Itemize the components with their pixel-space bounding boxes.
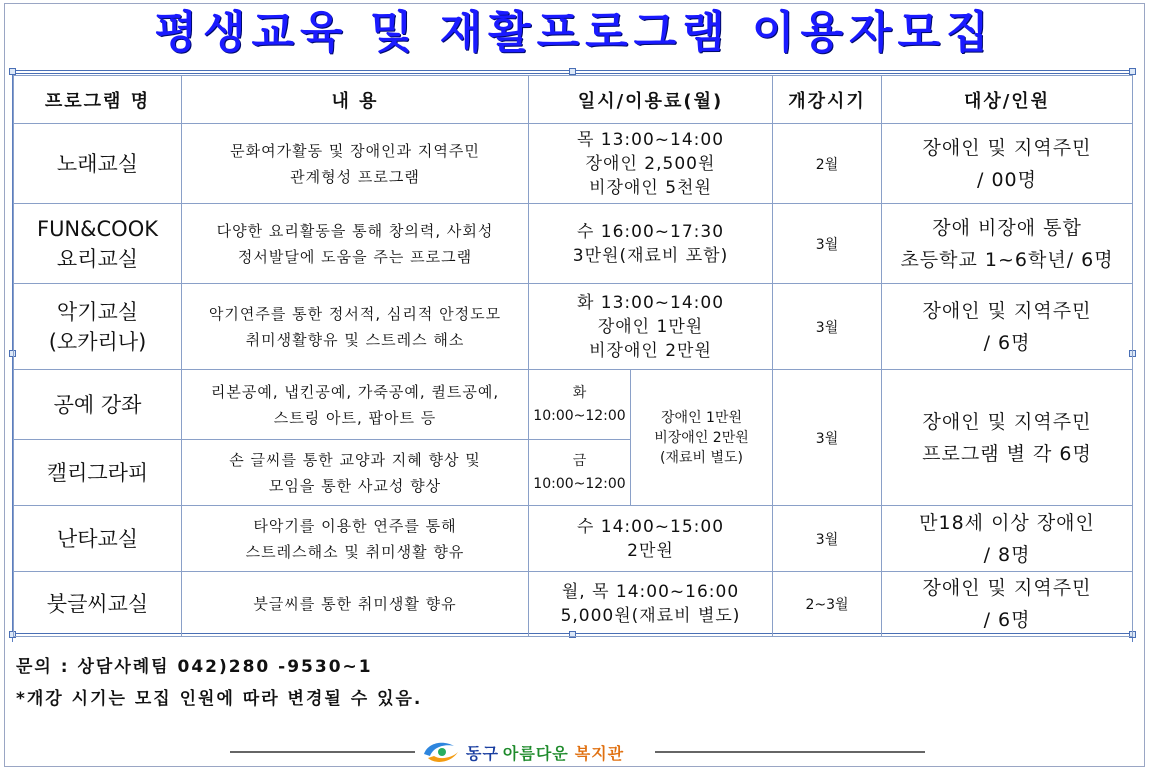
program-name-line: 공예 강좌 <box>53 392 142 417</box>
program-content <box>182 204 529 284</box>
program-name-line: 노래교실 <box>56 151 139 176</box>
logo-mark-icon <box>420 738 462 766</box>
program-name-line: 붓글씨교실 <box>46 592 149 616</box>
content-line: 스트링 아트, 팝아트 등 <box>273 408 437 427</box>
target-line: / 00명 <box>977 168 1037 191</box>
day-line: 화 <box>572 384 587 401</box>
program-content <box>182 440 529 506</box>
program-name-line: FUN&COOK <box>36 216 159 241</box>
program-start: 3월 <box>773 204 882 284</box>
target-line: 장애인 및 지역주민 <box>922 299 1092 322</box>
resize-handle-top-left[interactable] <box>9 68 16 75</box>
program-content <box>182 506 529 572</box>
program-schedule <box>529 204 773 284</box>
schedule-line: 화 13:00~14:00 <box>576 292 725 313</box>
table-row <box>14 572 1133 637</box>
schedule-line: 3만원(재료비 포함) <box>572 245 729 266</box>
schedule-line: 비장애인 5천원 <box>589 177 712 198</box>
program-target <box>882 506 1133 572</box>
program-name-line: (오카리나) <box>48 329 147 354</box>
target-line: 초등학교 1~6학년/ 6명 <box>900 248 1114 271</box>
content-line: 손 글씨를 통한 교양과 지혜 향상 및 <box>229 450 481 469</box>
day-line: 금 <box>572 452 587 469</box>
shared-fee <box>631 370 773 506</box>
program-content <box>182 572 529 637</box>
target-line: / 6명 <box>983 609 1031 631</box>
program-target <box>882 124 1133 204</box>
schedule-line: 5,000원(재료비 별도) <box>560 606 741 626</box>
content-line: 모임을 통한 사교성 향상 <box>268 476 442 495</box>
target-line: / 8명 <box>983 543 1031 566</box>
target-line: 장애인 및 지역주민 <box>922 577 1092 599</box>
resize-handle-top-center[interactable] <box>569 68 576 75</box>
content-line: 취미생활향유 및 스트레스 해소 <box>245 330 465 349</box>
schedule-line: 목 13:00~14:00 <box>576 129 725 150</box>
target-line: 장애 비장애 통합 <box>932 216 1082 239</box>
header-start: 개강시기 <box>773 76 882 124</box>
program-name <box>14 204 182 284</box>
fee-line: (재료비 별도) <box>660 449 743 466</box>
program-schedule <box>529 124 773 204</box>
schedule-line: 장애인 2,500원 <box>585 153 716 174</box>
schedule-line: 2만원 <box>627 540 674 561</box>
program-content <box>182 370 529 440</box>
welfare-center-logo <box>420 737 624 767</box>
table-row <box>14 284 1133 370</box>
schedule-line: 비장애인 2만원 <box>589 340 712 361</box>
content-line: 다양한 요리활동을 통해 창의력, 사회성 <box>216 221 494 240</box>
page-title: 평생교육 및 재활프로그램 이용자모집 <box>154 7 995 58</box>
resize-handle-top-right[interactable] <box>1129 68 1136 75</box>
program-start: 3월 <box>773 506 882 572</box>
day-line: 10:00~12:00 <box>533 475 626 492</box>
program-schedule <box>529 284 773 370</box>
table-row <box>14 204 1133 284</box>
program-name <box>14 284 182 370</box>
program-target <box>882 572 1133 637</box>
shared-target <box>882 370 1133 506</box>
program-table <box>13 75 1133 637</box>
schedule-note: *개강 시기는 모집 인원에 따라 변경될 수 있음. <box>16 689 423 709</box>
fee-line: 장애인 1만원 <box>661 409 742 426</box>
program-name <box>14 440 182 506</box>
target-line: 프로그램 별 각 6명 <box>922 442 1092 465</box>
contact-text: 문의 : 상담사례팀 042)280 -9530~1 <box>16 657 373 677</box>
content-line: 문화여가활동 및 장애인과 지역주민 <box>230 141 480 160</box>
content-line: 악기연주를 통한 정서적, 심리적 안정도모 <box>208 304 502 323</box>
day-line: 10:00~12:00 <box>533 407 626 424</box>
content-line: 정서발달에 도움을 주는 프로그램 <box>237 247 473 266</box>
header-schedule-fee: 일시/이용료(월) <box>529 76 773 124</box>
program-day <box>529 370 631 440</box>
program-name-line: 요리교실 <box>56 246 139 271</box>
shared-start: 3월 <box>773 370 882 506</box>
schedule-line: 수 16:00~17:30 <box>576 221 725 242</box>
program-content <box>182 124 529 204</box>
logo-text-beautiful: 아름다운 <box>502 743 569 763</box>
program-start: 3월 <box>773 284 882 370</box>
table-row <box>14 370 1133 440</box>
target-line: 장애인 및 지역주민 <box>922 410 1092 433</box>
header-target: 대상/인원 <box>882 76 1133 124</box>
schedule-line: 장애인 1만원 <box>597 316 704 337</box>
schedule-line: 수 14:00~15:00 <box>576 516 725 537</box>
program-target <box>882 284 1133 370</box>
logo-text-welfare: 복지관 <box>574 743 625 763</box>
content-line: 관계형성 프로그램 <box>290 167 420 186</box>
schedule-line: 월, 목 14:00~16:00 <box>561 582 740 602</box>
fee-line: 비장애인 2만원 <box>654 429 749 446</box>
program-name-line: 난타교실 <box>56 526 139 551</box>
table-row <box>14 124 1133 204</box>
target-line: 만18세 이상 장애인 <box>919 511 1095 534</box>
logo-text-donggu: 동구 <box>466 743 499 763</box>
program-name-line: 악기교실 <box>56 299 139 324</box>
table-header-row <box>14 76 1133 124</box>
content-line: 스트레스해소 및 취미생활 향유 <box>245 542 465 561</box>
program-name <box>14 572 182 637</box>
logo-divider-left <box>230 751 415 753</box>
content-line: 리본공예, 냅킨공예, 가죽공예, 퀼트공예, <box>210 382 500 401</box>
program-day <box>529 440 631 506</box>
program-start: 2월 <box>773 124 882 204</box>
table-row <box>14 506 1133 572</box>
program-content <box>182 284 529 370</box>
program-name <box>14 506 182 572</box>
program-start: 2~3월 <box>773 572 882 637</box>
target-line: / 6명 <box>983 331 1031 354</box>
program-schedule <box>529 506 773 572</box>
header-program-name: 프로그램 명 <box>14 76 182 124</box>
program-name <box>14 370 182 440</box>
header-content: 내 용 <box>182 76 529 124</box>
program-name-line: 캘리그라피 <box>46 460 149 485</box>
program-target <box>882 204 1133 284</box>
content-line: 타악기를 이용한 연주를 통해 <box>253 516 457 535</box>
logo-divider-right <box>655 751 925 753</box>
program-schedule <box>529 572 773 637</box>
content-line: 붓글씨를 통한 취미생활 향유 <box>253 595 457 613</box>
program-name <box>14 124 182 204</box>
target-line: 장애인 및 지역주민 <box>922 136 1092 159</box>
